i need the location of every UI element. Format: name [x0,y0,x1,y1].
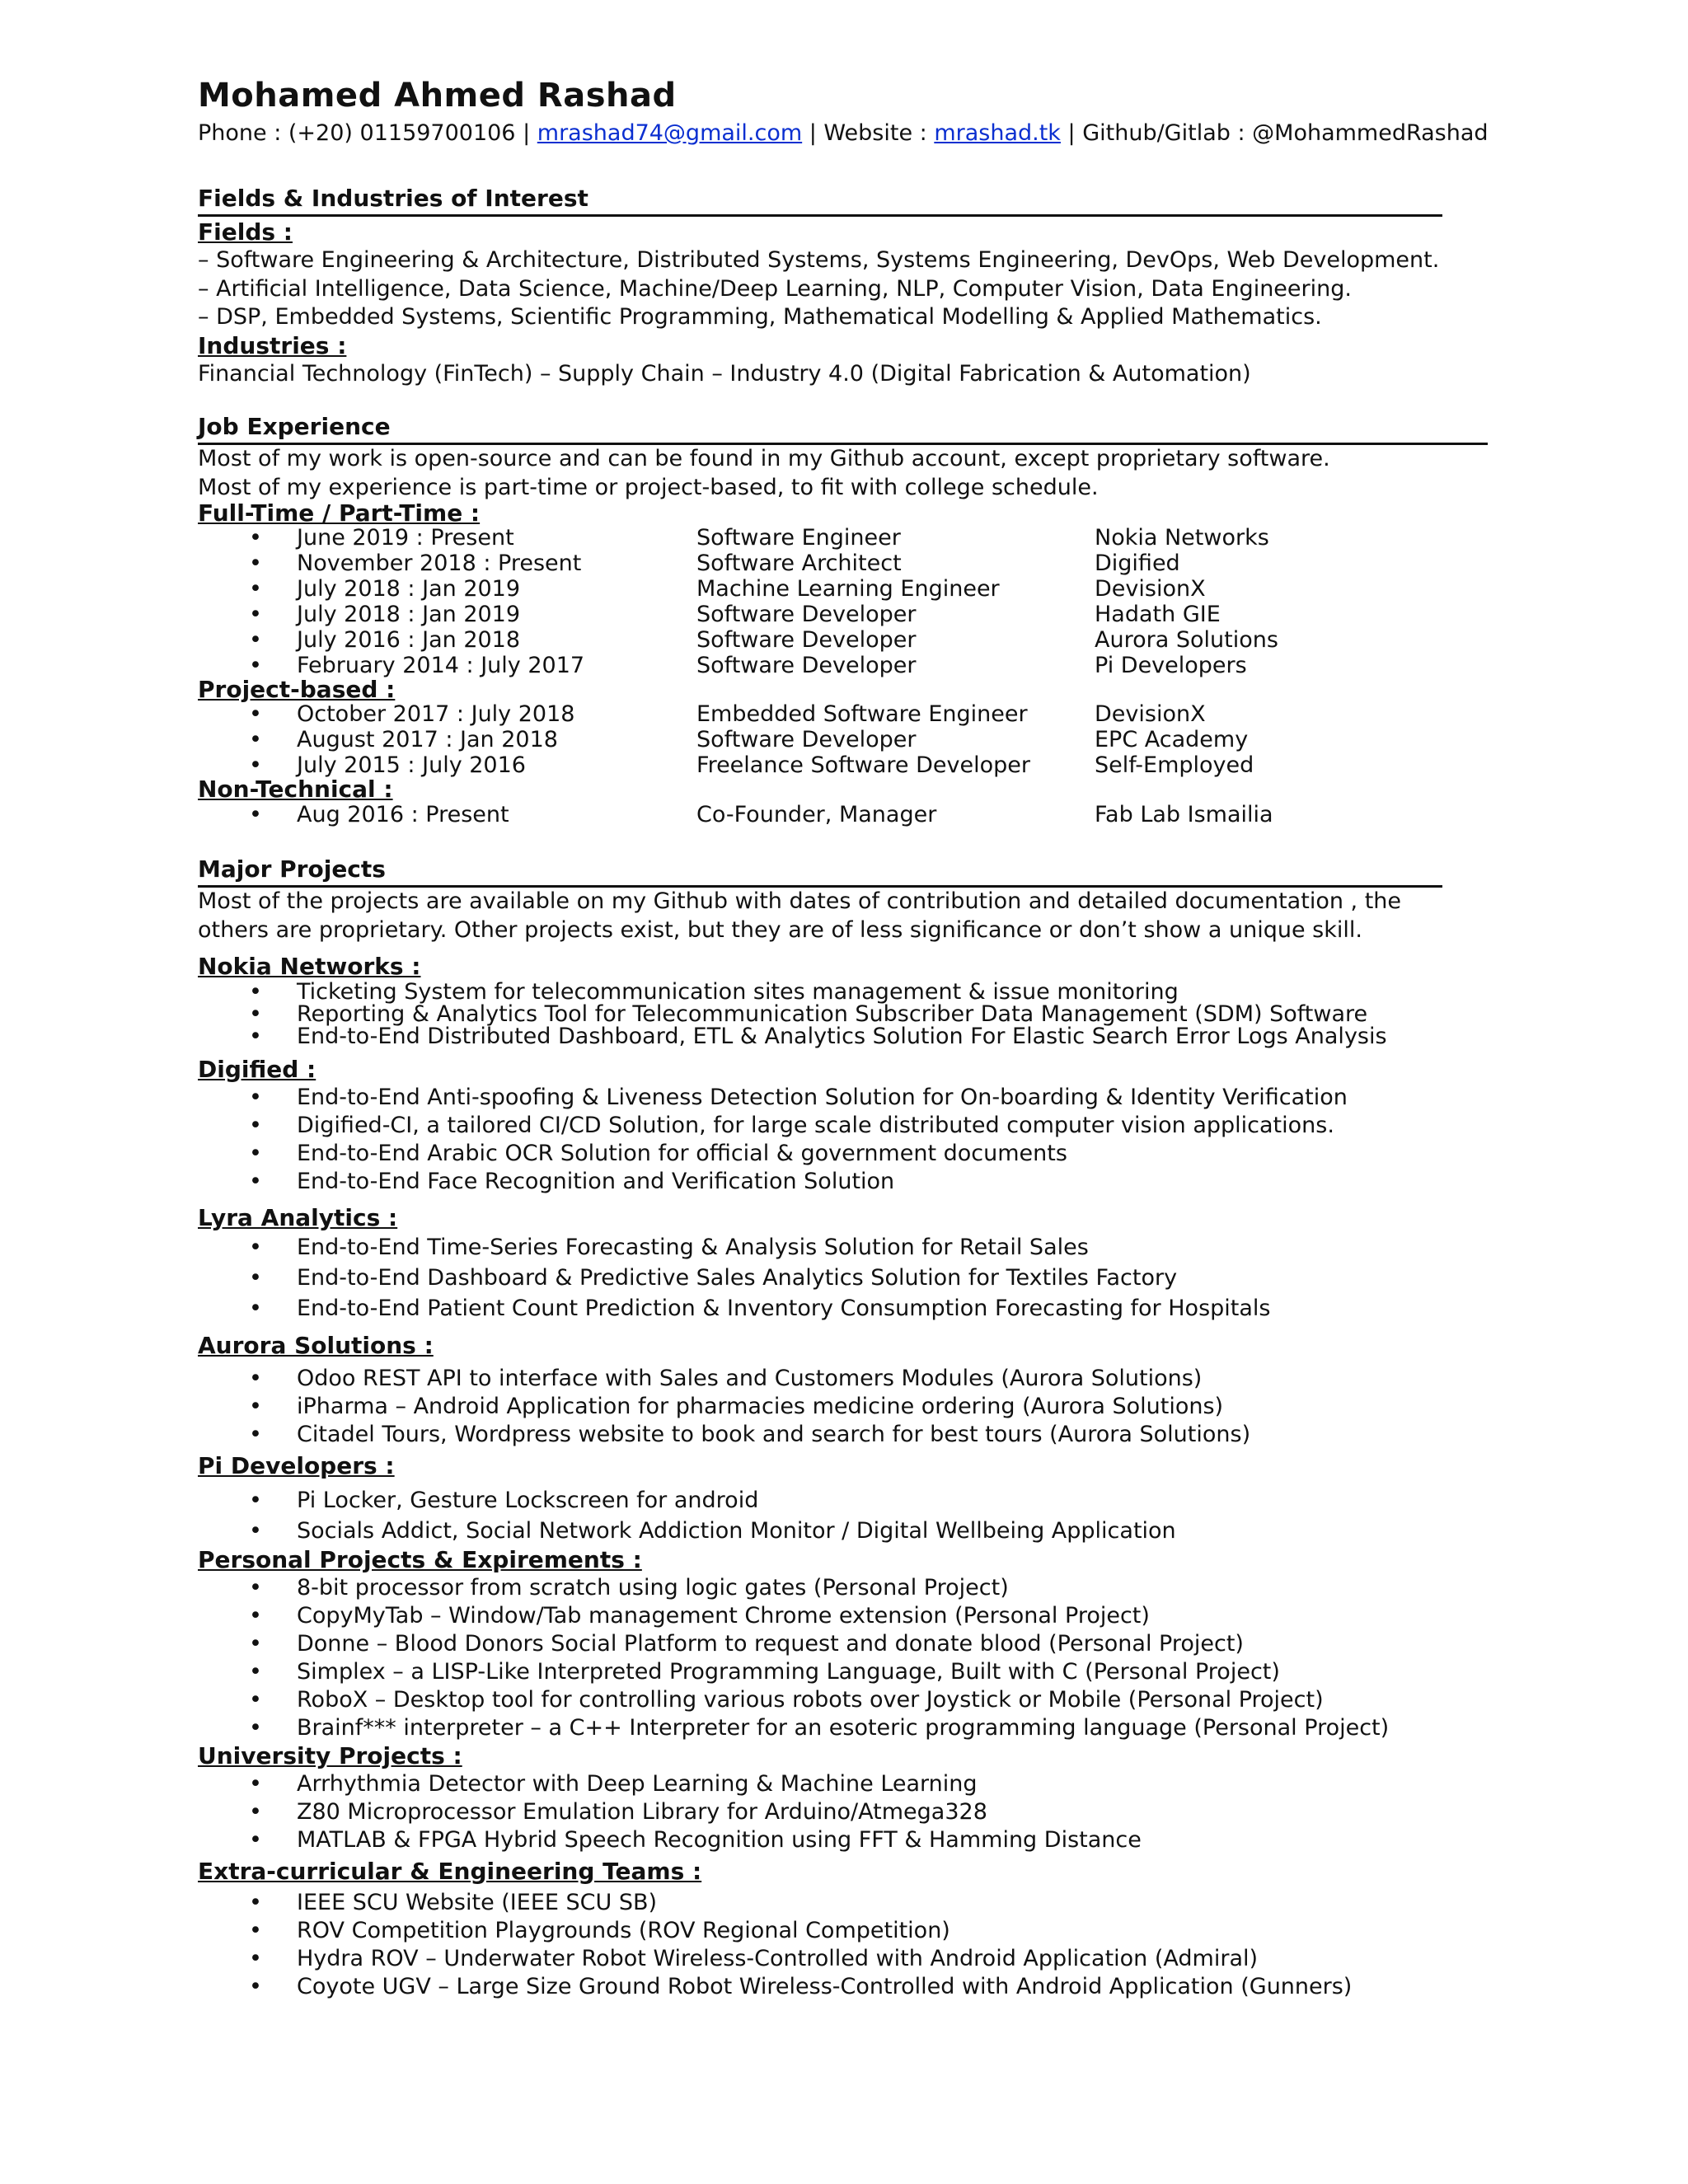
contact-separator: | [523,120,537,146]
project-group-label: Pi Developers : [198,1452,395,1479]
project-group-label: Lyra Analytics : [198,1204,398,1231]
interests-section-title: Fields & Industries of Interest [198,185,1442,217]
contact-line [198,119,1517,148]
project-item: • End-to-End Patient Count Prediction & Inventory Consumption Forecasting for Hospitals [198,1293,1517,1324]
project-item: • End-to-End Face Recognition and Verification Solution [198,1168,1517,1196]
project-item: • Ticketing System for telecommunication sites management & issue monitoring [198,981,1517,1003]
project-based-job-list [198,701,1517,778]
project-item: • RoboX – Desktop tool for controlling various robots over Joystick or Mobile (Personal Project) [198,1686,1517,1714]
project-based-label: Project-based : [198,676,396,703]
field-line: – DSP, Embedded Systems, Scientific Programming, Mathematical Modelling & Applied Mathematics. [198,304,1322,330]
job-company: EPC Academy [1095,727,1249,752]
job-date: July 2015 : July 2016 [297,752,526,778]
job-company: Hadath GIE [1095,602,1221,627]
job-date: February 2014 : July 2017 [297,653,585,678]
project-item: • IEEE SCU Website (IEEE SCU SB) [198,1889,1517,1917]
project-list [198,981,1517,1047]
field-line: – Software Engineering & Architecture, Distributed Systems, Systems Engineering, DevOps, Web Development. [198,247,1440,273]
project-item: • iPharma – Android Application for pharmacies medicine ordering (Aurora Solutions) [198,1393,1517,1421]
job-date: July 2016 : Jan 2018 [297,627,521,653]
job-row [198,602,1517,627]
candidate-name: Mohamed Ahmed Rashad [198,77,677,115]
industries-line: Financial Technology (FinTech) – Supply Chain – Industry 4.0 (Digital Fabrication & Automation) [198,360,1251,387]
experience-intro-line: Most of my work is open-source and can be found in my Github account, except proprietary software. [198,446,1330,471]
project-item: • 8-bit processor from scratch using logic gates (Personal Project) [198,1574,1517,1602]
github-text: | Github/Gitlab : @MohammedRashad [1060,120,1489,146]
phone-text: Phone : (+20) 01159700106 [198,120,523,146]
project-list [198,1770,1517,1854]
job-date: October 2017 : July 2018 [297,701,575,727]
project-item: • Hydra ROV – Underwater Robot Wireless-Controlled with Android Application (Admiral) [198,1945,1517,1973]
email-link[interactable]: mrashad74@gmail.com [537,120,803,146]
projects-intro-line: Most of the projects are available on my Github with dates of contribution and detailed documentation , the [198,888,1402,914]
resume-page [198,76,1517,2001]
job-date: November 2018 : Present [297,551,582,576]
job-row [198,752,1517,778]
job-date: Aug 2016 : Present [297,802,509,827]
job-row [198,525,1517,551]
project-group-label: Personal Projects & Expirements : [198,1546,642,1573]
job-role: Software Architect [696,551,902,576]
job-date: July 2018 : Jan 2019 [297,602,521,627]
job-company: DevisionX [1095,576,1206,602]
project-item: • CopyMyTab – Window/Tab management Chrome extension (Personal Project) [198,1602,1517,1630]
project-group-label: Nokia Networks : [198,953,421,980]
industries-label: Industries : [198,331,347,359]
project-group-label: Aurora Solutions : [198,1332,434,1359]
job-company: Digified [1095,551,1180,576]
project-group-label: Extra-curricular & Engineering Teams : [198,1858,702,1885]
experience-section-title: Job Experience [198,413,1488,445]
project-list [198,1084,1517,1196]
job-company: Nokia Networks [1095,525,1269,551]
project-item: • Arrhythmia Detector with Deep Learning & Machine Learning [198,1770,1517,1798]
project-item: • Socials Addict, Social Network Addiction Monitor / Digital Wellbeing Application [198,1516,1517,1546]
project-item: • End-to-End Arabic OCR Solution for official & government documents [198,1140,1517,1168]
project-item: • End-to-End Distributed Dashboard, ETL & Analytics Solution For Elastic Search Error Logs Analysis [198,1025,1517,1047]
project-list [198,1485,1517,1546]
non-technical-job-list [198,801,1517,829]
project-item: • End-to-End Time-Series Forecasting & Analysis Solution for Retail Sales [198,1232,1517,1263]
fulltime-job-list [198,525,1517,678]
project-item: • Pi Locker, Gesture Lockscreen for android [198,1485,1517,1516]
job-role: Freelance Software Developer [696,752,1030,778]
projects-intro-line: others are proprietary. Other projects exist, but they are of less significance or don’t show a unique skill. [198,916,1362,943]
job-role: Software Developer [696,653,917,678]
project-item: • Digified-CI, a tailored CI/CD Solution, for large scale distributed computer vision applications. [198,1112,1517,1140]
project-item: • MATLAB & FPGA Hybrid Speech Recognition using FFT & Hamming Distance [198,1826,1517,1854]
website-link[interactable]: mrashad.tk [934,120,1061,146]
project-item: • Reporting & Analytics Tool for Telecommunication Subscriber Data Management (SDM) Software [198,1003,1517,1025]
project-item: • Citadel Tours, Wordpress website to book and search for best tours (Aurora Solutions) [198,1421,1517,1449]
job-row [198,727,1517,752]
job-row [198,627,1517,653]
field-line: – Artificial Intelligence, Data Science, Machine/Deep Learning, NLP, Computer Vision, Data Engineering. [198,275,1352,302]
job-role: Co-Founder, Manager [696,802,937,827]
project-group-label: Digified : [198,1056,316,1083]
projects-section-title: Major Projects [198,855,1442,888]
fields-label: Fields : [198,218,293,246]
project-item: • ROV Competition Playgrounds (ROV Regional Competition) [198,1917,1517,1945]
job-row [198,576,1517,602]
job-date: June 2019 : Present [297,525,514,551]
project-item: • Odoo REST API to interface with Sales and Customers Modules (Aurora Solutions) [198,1365,1517,1393]
project-item: • Coyote UGV – Large Size Ground Robot Wireless-Controlled with Android Application (Gunners) [198,1973,1517,2001]
project-group-label: University Projects : [198,1742,462,1769]
job-role: Software Developer [696,727,917,752]
job-row [198,801,1517,829]
job-company: DevisionX [1095,701,1206,727]
project-list [198,1889,1517,2001]
job-date: July 2018 : Jan 2019 [297,576,521,602]
job-row [198,653,1517,678]
project-list [198,1232,1517,1324]
project-item: • Simplex – a LISP-Like Interpreted Programming Language, Built with C (Personal Project) [198,1658,1517,1686]
project-item: • End-to-End Anti-spoofing & Liveness Detection Solution for On-boarding & Identity Verification [198,1084,1517,1112]
non-technical-label: Non-Technical : [198,776,393,803]
job-role: Software Engineer [696,525,901,551]
job-role: Embedded Software Engineer [696,701,1028,727]
project-item: • End-to-End Dashboard & Predictive Sales Analytics Solution for Textiles Factory [198,1263,1517,1293]
project-list [198,1365,1517,1449]
website-label: | Website : [802,120,935,146]
job-role: Machine Learning Engineer [696,576,1000,602]
fulltime-label: Full-Time / Part-Time : [198,499,481,527]
job-company: Fab Lab Ismailia [1095,802,1273,827]
project-item: • Z80 Microprocessor Emulation Library for Arduino/Atmega328 [198,1798,1517,1826]
job-role: Software Developer [696,627,917,653]
job-row [198,551,1517,576]
project-list [198,1574,1517,1742]
project-item: • Brainf*** interpreter – a C++ Interpreter for an esoteric programming language (Personal Project) [198,1714,1517,1742]
job-role: Software Developer [696,602,917,627]
experience-intro-line: Most of my experience is part-time or project-based, to fit with college schedule. [198,474,1099,500]
job-company: Pi Developers [1095,653,1247,678]
job-company: Self-Employed [1095,752,1254,778]
job-row [198,701,1517,727]
job-date: August 2017 : Jan 2018 [297,727,558,752]
project-item: • Donne – Blood Donors Social Platform to request and donate blood (Personal Project) [198,1630,1517,1658]
job-company: Aurora Solutions [1095,627,1278,653]
